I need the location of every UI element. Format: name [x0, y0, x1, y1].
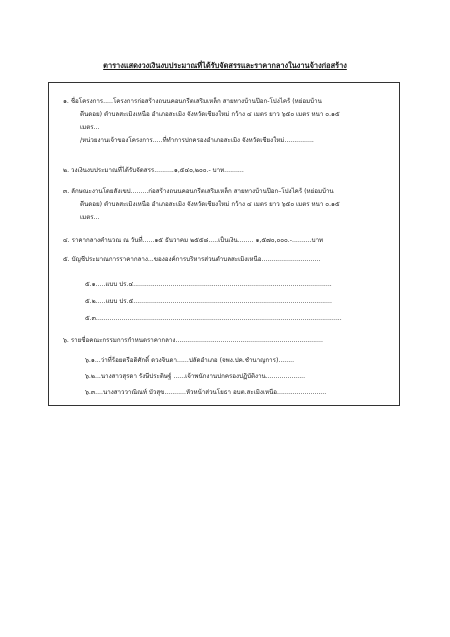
- item5-sub2: ๕.๒.....แบบ ปร.๕.....................................................................................................: [85, 298, 332, 305]
- item5-sub3: ๕.๓.............................................................................................................................: [85, 315, 342, 322]
- item6-sub2: ๖.๒...นางสาวสุรดา รังษีประดิษฐ์ ......เจ้าพนักงานปกครองปฏิบัติงาน....................: [85, 373, 306, 380]
- item3-line2: ตีนดอย) ตำบลสะเมิงเหนือ อำเภอสะเมิง จังหวัดเชียงใหม่ กว้าง ๔ เมตร ยาว ๖๕๐ เมตร หนา ๐.๑๕: [80, 201, 340, 208]
- item5-sub1: ๕.๑.....แบบ ปร.๔.....................................................................................................: [85, 281, 332, 288]
- item3-line1: ๓. ลักษณะงานโดยสังเขป.........ก่อสร้างถนนคอนกรีตเสริมเหล็ก สายทางบ้านป๊อก–โปงไคร้ (หย่อมบ้าน: [63, 188, 334, 195]
- item1-line4: /หน่วยงานเจ้าของโครงการ.....ที่ทำการปกครองอำเภอสะเมิง จังหวัดเชียงใหม่...............: [80, 137, 314, 144]
- item2-line: ๒. วงเงินงบประมาณที่ได้รับจัดสรร..........๑,๕๔๐,๒๐๐.- บาท..........: [63, 167, 244, 174]
- item6-heading: ๖. รายชื่อคณะกรรมการกำหนดราคากลาง...........................................................................: [63, 337, 323, 344]
- item3-line3: เมตร...: [80, 214, 100, 221]
- item5-heading: ๕. บัญชีประมาณการราคากลาง...ขององค์การบริหารส่วนตำบลสะเมิงเหนือ..............................: [63, 256, 321, 263]
- item1-line1: ๑. ชื่อโครงการ.....โครงการก่อสร้างถนนคอนกรีตเสริมเหล็ก สายทางบ้านป๊อก-โปงไคร้ (หย่อมบ้าน: [63, 98, 322, 105]
- item6-sub3: ๖.๓....นางสาววาณิณท์ บัวสุข...........หัวหน้าส่วนโยธา อบต.สะเมิงเหนือ.........................: [85, 389, 327, 396]
- page-title: ตารางแสดงวงเงินงบประมาณที่ได้รับจัดสรรและราคากลางในงานจ้างก่อสร้าง: [103, 61, 347, 70]
- item1-line2: ตีนดอย) ตำบลสะเมิงเหนือ อำเภอสะเมิง จังหวัดเชียงใหม่ กว้าง ๔ เมตร ยาว ๖๕๐ เมตร หนา ๐.๑๕: [80, 111, 340, 118]
- item1-line3: เมตร...: [80, 124, 100, 131]
- item4-line: ๔. ราคากลางคำนวณ ณ วันที่......๑๕ ธันวาคม ๒๕๕๘.....เป็นเงิน........ ๑,๕๗๐,๐๐๐.-..........บาท: [63, 237, 324, 244]
- item6-sub1: ๖.๑...ว่าที่ร้อยตรีอดิศักดิ์ ดวงจินดา......ปลัดอำเภอ (จพง.ปค.ชำนาญการ)........: [85, 357, 295, 364]
